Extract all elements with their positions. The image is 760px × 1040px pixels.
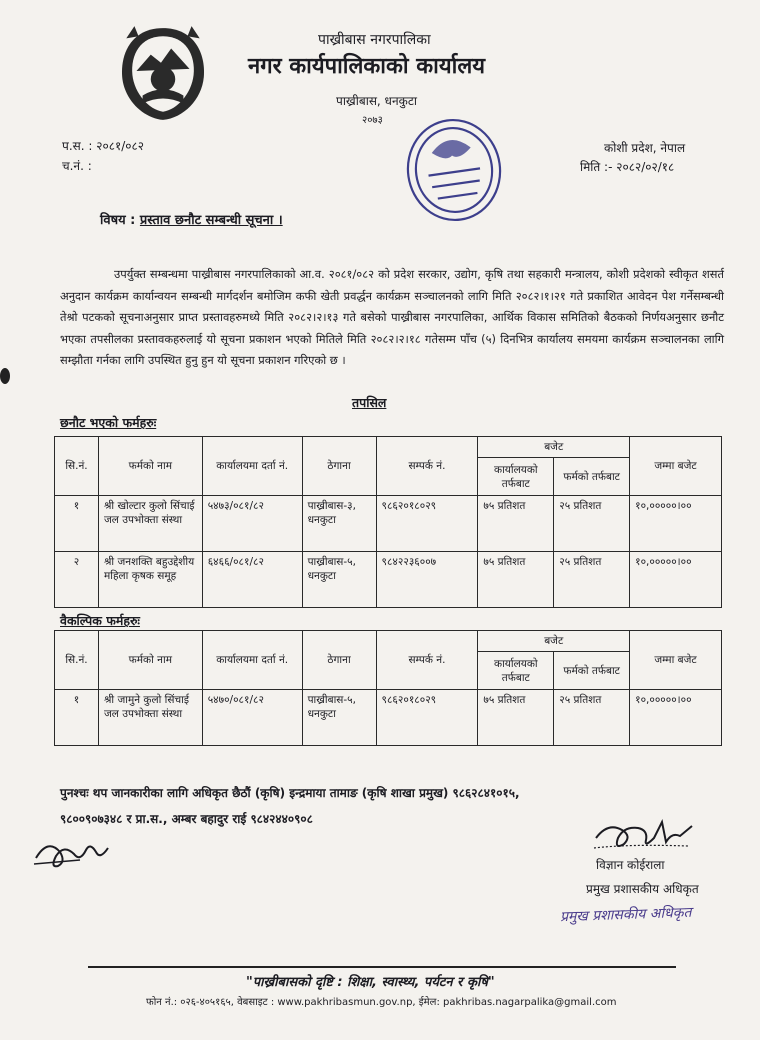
cell-sn: १	[55, 496, 99, 552]
footer-contact: फोन नं.: ०२६-४०५१६५, वेबसाइट : www.pakhribasmun.gov.np, ईमेल: pakhribas.nagarpalika@gmail.com	[146, 997, 617, 1008]
municipality-name: पाख्रीबास नगरपालिका	[318, 32, 431, 48]
table-row	[55, 552, 722, 608]
cell-address: पाख्रीबास-५, धनकुटा	[302, 552, 376, 608]
cell-registration: ५४७०/०८१/८२	[202, 690, 302, 746]
header-registration: कार्यालयमा दर्ता नं.	[202, 437, 302, 496]
office-address: पाख्रीबास, धनकुटा	[336, 94, 417, 108]
signatory-title: प्रमुख प्रशासकीय अधिकृत	[586, 882, 699, 896]
header-firm-name: फर्मको नाम	[98, 631, 202, 690]
cell-total-budget: १०,०००००।००	[630, 496, 722, 552]
header-office-share: कार्यालयको तर्फबाट	[478, 458, 554, 496]
header-contact: सम्पर्क नं.	[376, 631, 478, 690]
municipality-emblem-logo	[112, 22, 214, 124]
cell-contact: ९८६२०१८०२९	[376, 496, 478, 552]
province-label: कोशी प्रदेश, नेपाल	[604, 141, 686, 155]
header-total-budget: जम्मा बजेट	[630, 437, 722, 496]
selected-firms-table	[54, 436, 722, 608]
header-sn: सि.नं.	[55, 437, 99, 496]
header-registration: कार्यालयमा दर्ता नं.	[202, 631, 302, 690]
left-handwritten-signature	[30, 828, 120, 874]
office-round-stamp	[402, 110, 506, 228]
cell-registration: ६४६६/०८१/८२	[202, 552, 302, 608]
header-farm-share: फर्मको तर्फबाट	[554, 652, 630, 690]
header-farm-share: फर्मको तर्फबाट	[554, 458, 630, 496]
selected-firms-heading: छनौट भएको फर्महरुः	[60, 415, 157, 430]
cell-address: पाख्रीबास-३, धनकुटा	[302, 496, 376, 552]
body-paragraph: उपर्युक्त सम्बन्धमा पाख्रीबास नगरपालिकाको आ.व. २०८१/०८२ को प्रदेश सरकार, उद्योग, कृषि तथा सहकारी मन्त्रालय, कोशी प्रदेशको स्वीकृत शसर्त अनुदान कार्यक्रम कार्यान्वयन सम्बन्धी मार्गदर्शन बमोजिम कफी खेती प्रवर्द्धन कार्यक्रम सञ्चालनको लागि मिति २०८२।१।२१ गते प्रकाशित आवेदन पेश गर्नेसम्बन्धी तेश्रो पटकको सूचनाअनुसार प्राप्त प्रस्तावहरुमध्ये मिति २०८२।२।१३ गते बसेको पाख्रीबास नगरपालिका, आर्थिक विकास समितिको बैठकको निर्णयअनुसार छनौट भएका तपसीलका प्रस्तावकहरुलाई यो सूचना प्रकाशन भएको मितिले मिति २०८२।२।१८ गतेसम्म पाँच (५) दिनभित्र कार्यालय समयमा कार्यक्रम सञ्चालनका लागि सम्झौता गर्नका लागि उपस्थित हुनु हुन यो सूचना प्रकाशन गरिएको छ ।	[60, 267, 724, 367]
cell-firm-name: श्री जनशक्ति बहुउद्देशीय महिला कृषक समूह	[98, 552, 202, 608]
cell-office-share: ७५ प्रतिशत	[478, 690, 554, 746]
table-row	[55, 496, 722, 552]
footer-divider	[88, 966, 676, 968]
notice-date: मिति :- २०८२/०२/१८	[580, 160, 675, 174]
cell-address: पाख्रीबास-५, धनकुटा	[302, 690, 376, 746]
header-sn: सि.नं.	[55, 631, 99, 690]
table-row	[55, 690, 722, 746]
office-title: नगर कार्यपालिकाको कार्यालय	[248, 54, 485, 79]
cell-total-budget: १०,०००००।००	[630, 690, 722, 746]
cell-sn: १	[55, 690, 99, 746]
cell-registration: ५४७३/०८१/८२	[202, 496, 302, 552]
cell-total-budget: १०,०००००।००	[630, 552, 722, 608]
reference-number: प.स. : २०८१/०८२	[62, 139, 144, 153]
header-contact: सम्पर्क नं.	[376, 437, 478, 496]
dispatch-number: च.नं. :	[62, 159, 92, 173]
subject-prefix: विषय :	[100, 213, 140, 228]
subject-line	[100, 210, 283, 228]
alternative-firms-table	[54, 630, 722, 746]
tapsil-heading: तपसिल	[352, 395, 387, 410]
subject-text: प्रस्ताव छनौट सम्बन्धी सूचना ।	[139, 213, 283, 228]
header-firm-name: फर्मको नाम	[98, 437, 202, 496]
cell-office-share: ७५ प्रतिशत	[478, 496, 554, 552]
header-budget: बजेट	[478, 437, 630, 458]
signatory-name: विज्ञान कोईराला	[596, 858, 665, 872]
footer-motto: "पाख्रीबासको दृष्टि : शिक्षा, स्वास्थ्य, पर्यटन र कृषि"	[246, 975, 495, 990]
postscript-line-2: ९८००९०७३४८ र प्रा.स., अम्बर बहादुर राई ९८४२४४०९०८	[60, 812, 313, 826]
officer-handwritten-signature	[588, 808, 700, 854]
header-budget: बजेट	[478, 631, 630, 652]
cell-farm-share: २५ प्रतिशत	[554, 496, 630, 552]
postscript-line-1: पुनश्चः थप जानकारीका लागि अधिकृत छैठौं (कृषि) इन्द्रमाया तामाङ (कृषि शाखा प्रमुख) ९८६२८४१०१५,	[60, 786, 520, 800]
page-ink-blot	[0, 368, 10, 384]
cell-contact: ९८४२२३६००७	[376, 552, 478, 608]
cell-firm-name: श्री जामुने कुलो सिंचाई जल उपभोक्ता संस्था	[98, 690, 202, 746]
header-office-share: कार्यालयको तर्फबाट	[478, 652, 554, 690]
cell-contact: ९८६२०१८०२९	[376, 690, 478, 746]
establishment-year: २०७३	[362, 115, 383, 126]
cell-farm-share: २५ प्रतिशत	[554, 552, 630, 608]
signatory-designation-stamp: प्रमुख प्रशासकीय अधिकृत	[559, 904, 692, 926]
cell-farm-share: २५ प्रतिशत	[554, 690, 630, 746]
cell-firm-name: श्री खोल्टार कुलो सिंचाई जल उपभोक्ता संस्था	[98, 496, 202, 552]
header-total-budget: जम्मा बजेट	[630, 631, 722, 690]
alternative-firms-heading: वैकल्पिक फर्महरुः	[60, 613, 140, 628]
cell-office-share: ७५ प्रतिशत	[478, 552, 554, 608]
header-address: ठेगाना	[302, 631, 376, 690]
cell-sn: २	[55, 552, 99, 608]
header-address: ठेगाना	[302, 437, 376, 496]
